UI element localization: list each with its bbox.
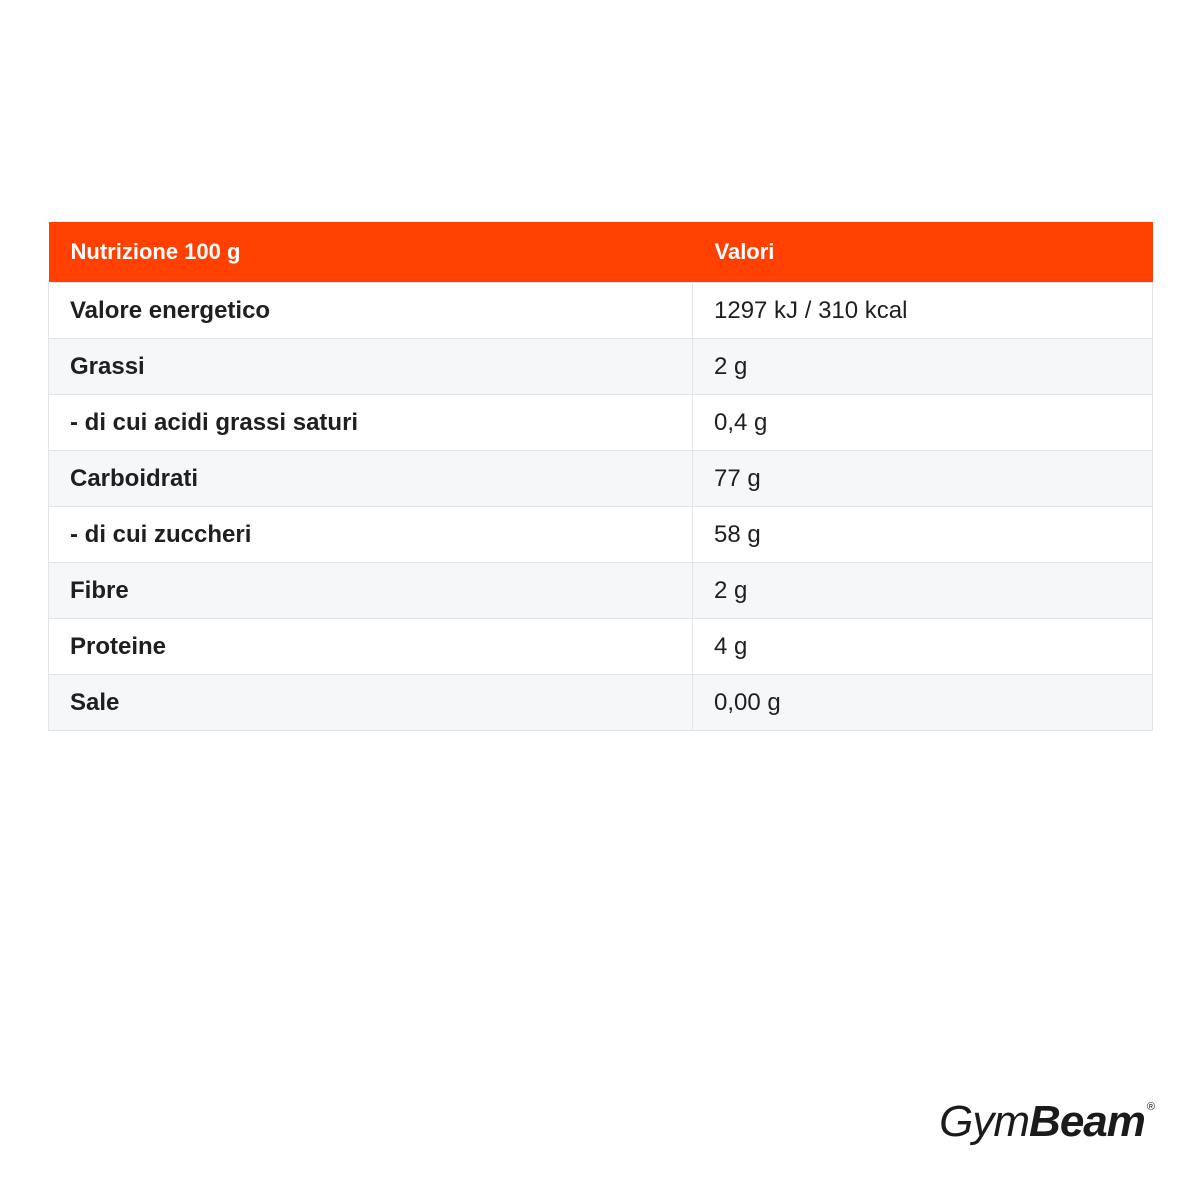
nutrient-value: 0,00 g: [693, 675, 1153, 731]
nutrition-table: [48, 222, 1153, 731]
nutrient-label: Carboidrati: [49, 451, 693, 507]
gymbeam-logo: [939, 1097, 1154, 1146]
nutrient-value: 4 g: [693, 619, 1153, 675]
header-row: [49, 222, 1153, 283]
table-header: [49, 222, 1153, 283]
header-value: Valori: [693, 222, 1153, 283]
table-row: [49, 563, 1153, 619]
nutrient-label: Grassi: [49, 339, 693, 395]
table-row: [49, 395, 1153, 451]
table-row: [49, 675, 1153, 731]
table-row: [49, 507, 1153, 563]
nutrient-label: - di cui acidi grassi saturi: [49, 395, 693, 451]
logo-text-beam: Beam: [1029, 1097, 1145, 1146]
nutrient-label: Valore energetico: [49, 283, 693, 339]
nutrient-value: 1297 kJ / 310 kcal: [693, 283, 1153, 339]
nutrient-label: Fibre: [49, 563, 693, 619]
nutrient-value: 2 g: [693, 563, 1153, 619]
nutrient-label: Proteine: [49, 619, 693, 675]
nutrient-label: - di cui zuccheri: [49, 507, 693, 563]
registered-mark: ®: [1146, 1101, 1154, 1113]
nutrient-value: 58 g: [693, 507, 1153, 563]
table-row: [49, 339, 1153, 395]
nutrient-value: 77 g: [693, 451, 1153, 507]
logo-text-gym: Gym: [939, 1097, 1030, 1146]
nutrient-label: Sale: [49, 675, 693, 731]
table-row: [49, 619, 1153, 675]
nutrient-value: 2 g: [693, 339, 1153, 395]
nutrient-value: 0,4 g: [693, 395, 1153, 451]
header-nutrient: Nutrizione 100 g: [49, 222, 693, 283]
table-row: [49, 283, 1153, 339]
table-row: [49, 451, 1153, 507]
table-body: [49, 283, 1153, 731]
